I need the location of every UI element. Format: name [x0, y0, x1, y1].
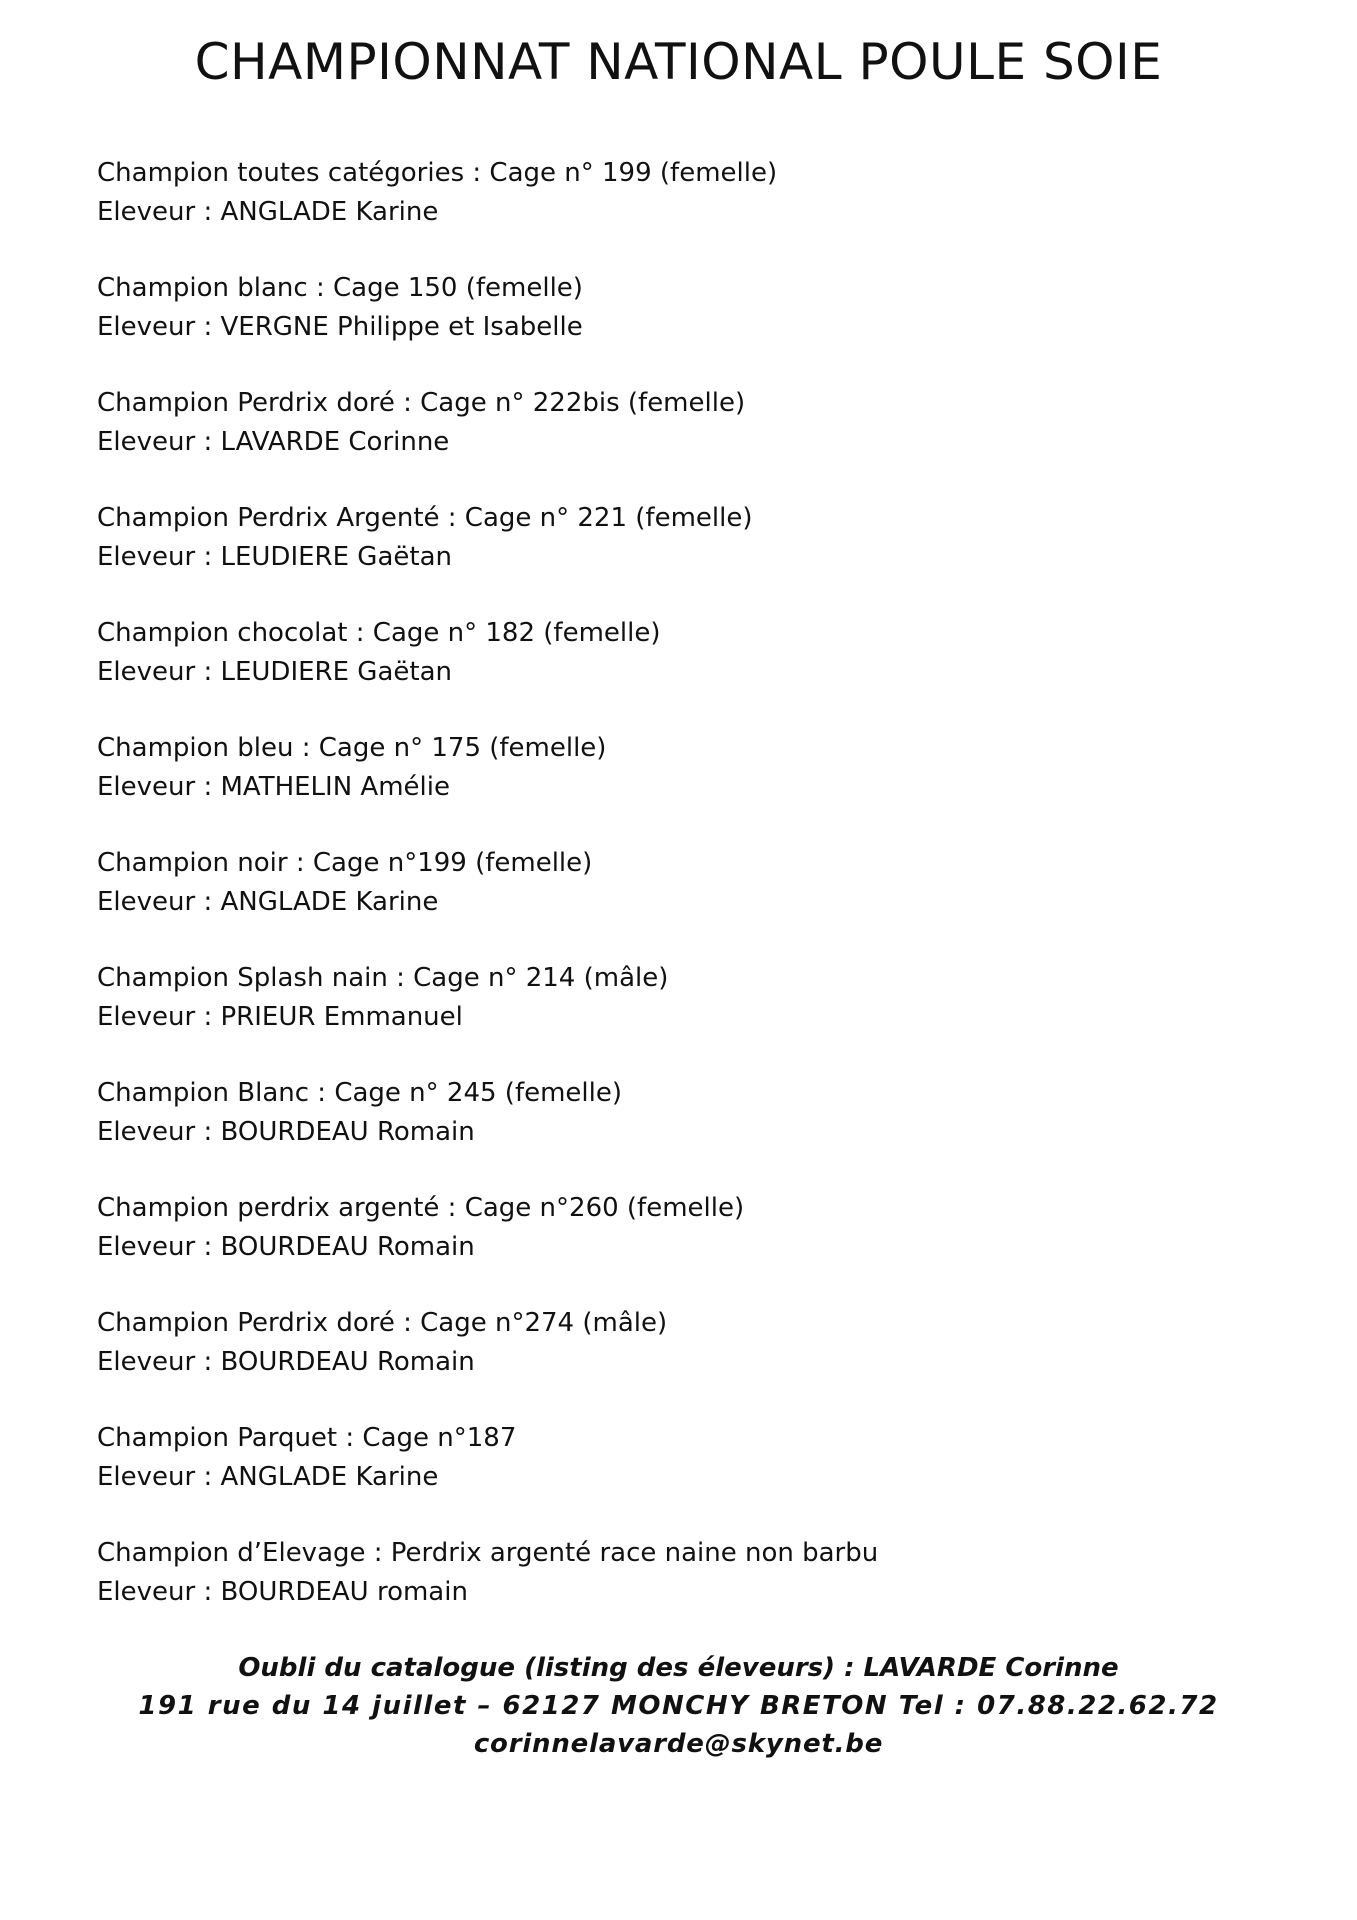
contact-email: corinnelavarde@skynet.be: [473, 1729, 884, 1759]
list-item: [97, 1304, 1277, 1419]
breeder-line: Eleveur : ANGLADE Karine: [97, 886, 439, 917]
list-item: [97, 844, 1277, 959]
list-item: [97, 499, 1277, 614]
contact-address: 191 rue du 14 juillet – 62127 MONCHY BRETON Tel : 07.88.22.62.72: [138, 1691, 1219, 1721]
breeder-line: Eleveur : LEUDIERE Gaëtan: [97, 656, 452, 687]
contact-footer: [0, 1649, 1357, 1763]
breeder-line: Eleveur : BOURDEAU Romain: [97, 1116, 475, 1147]
list-item: [97, 1074, 1277, 1189]
champion-line: Champion bleu : Cage n° 175 (femelle): [97, 733, 607, 763]
breeder-line: Eleveur : LAVARDE Corinne: [97, 426, 450, 457]
champion-line: Champion Blanc : Cage n° 245 (femelle): [97, 1078, 623, 1108]
champion-line: Champion d’Elevage : Perdrix argenté race naine non barbu: [97, 1538, 879, 1568]
list-item: [97, 269, 1277, 384]
champion-line: Champion Perdrix doré : Cage n° 222bis (femelle): [97, 388, 746, 418]
list-item: [97, 154, 1277, 269]
list-item: [97, 1189, 1277, 1304]
champion-line: Champion perdrix argenté : Cage n°260 (femelle): [97, 1193, 745, 1223]
champion-line: Champion noir : Cage n°199 (femelle): [97, 848, 593, 878]
breeder-line: Eleveur : BOURDEAU Romain: [97, 1231, 475, 1262]
list-item: [97, 1419, 1277, 1534]
breeder-line: Eleveur : BOURDEAU romain: [97, 1576, 468, 1607]
list-item: [97, 959, 1277, 1074]
breeder-line: Eleveur : PRIEUR Emmanuel: [97, 1001, 463, 1032]
list-item: [97, 384, 1277, 499]
champion-line: Champion blanc : Cage 150 (femelle): [97, 273, 583, 303]
champion-line: Champion Splash nain : Cage n° 214 (mâle): [97, 963, 669, 993]
champion-line: Champion Parquet : Cage n°187: [97, 1423, 517, 1453]
page-title: CHAMPIONNAT NATIONAL POULE SOIE: [194, 33, 1163, 91]
list-item: [97, 729, 1277, 844]
breeder-line: Eleveur : ANGLADE Karine: [97, 1461, 439, 1492]
list-item: [97, 614, 1277, 729]
champion-line: Champion toutes catégories : Cage n° 199 (femelle): [97, 158, 778, 188]
champion-line: Champion Perdrix Argenté : Cage n° 221 (femelle): [97, 503, 753, 533]
list-item: [97, 1534, 1277, 1649]
catalogue-note: Oubli du catalogue (listing des éleveurs) : LAVARDE Corinne: [238, 1653, 1119, 1683]
champion-line: Champion chocolat : Cage n° 182 (femelle): [97, 618, 661, 648]
champion-line: Champion Perdrix doré : Cage n°274 (mâle): [97, 1308, 668, 1338]
breeder-line: Eleveur : MATHELIN Amélie: [97, 771, 450, 802]
breeder-line: Eleveur : LEUDIERE Gaëtan: [97, 541, 452, 572]
results-list: [97, 154, 1277, 1649]
breeder-line: Eleveur : BOURDEAU Romain: [97, 1346, 475, 1377]
breeder-line: Eleveur : VERGNE Philippe et Isabelle: [97, 311, 583, 342]
breeder-line: Eleveur : ANGLADE Karine: [97, 196, 439, 227]
